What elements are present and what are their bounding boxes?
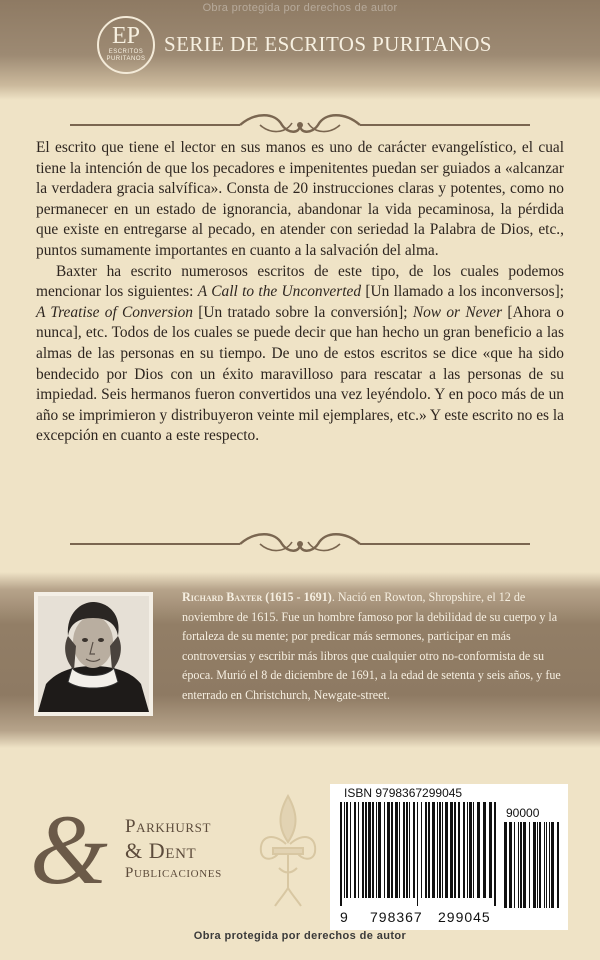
fleur-de-lis-icon	[255, 792, 321, 910]
barcode-addon-bars	[504, 822, 560, 916]
copyright-watermark: Obra protegida por derechos de autor	[193, 930, 407, 942]
isbn-label: ISBN 9798367299045	[344, 786, 463, 800]
ep-seal-logo	[97, 16, 155, 74]
publisher-line-1: Parkhurst	[125, 816, 212, 837]
work-title-treatise: A Treatise of Conversion	[36, 303, 193, 321]
barcode-main-bars	[340, 802, 496, 906]
work-title-now-or-never: Now or Never	[412, 303, 503, 321]
author-portrait	[34, 592, 153, 716]
price-code: 90000	[506, 806, 540, 820]
works-paragraph	[36, 262, 564, 447]
barcode-lead-digit: 9	[340, 909, 348, 925]
bio-text: . Nació en Rowton, Shropshire, el 12 de noviembre de 1615. Fue un hombre famoso por la debilidad de su cuerpo y la fortaleza de su mente; por predicar más sermones, participar en más controversias y escribir más libros que cualquier otro no-conformista de su época. Murió el 8 de diciembre de 1691, a la edad de setenta y seis años, y fue enterrado en Christchurch, Newgate-street.	[182, 590, 561, 702]
works-part2: [Un llamado a los inconversos];	[361, 283, 564, 301]
publisher-ampersand-logo: &	[30, 794, 108, 905]
publisher-line-3: Publicaciones	[125, 865, 222, 881]
author-name: Richard Baxter (1615 - 1691)	[182, 590, 332, 604]
barcode-digits-group-2: 299045	[438, 909, 491, 925]
isbn-barcode	[330, 784, 568, 930]
intro-paragraph: El escrito que tiene el lector en sus manos es uno de carácter evangelístico, el cual tiene la intención de que los pecadores e impenitentes puedan ser guiados a «alcanzar la verdadera gracia salvífica». Consta de 20 instrucciones claras y potentes, como no permanecer en un estado de ignorancia, abandonar la vida pecaminosa, la pérdida que existe en entregarse al pecado, en atender con seriedad la Palabra de Dios, etc., puntos sumamente importantes en cuanto a la salvación del alma.	[36, 139, 564, 259]
series-title: SERIE DE ESCRITOS PURITANOS	[164, 32, 492, 56]
portrait-engraving-icon	[38, 596, 149, 712]
top-ornament-divider	[70, 114, 530, 136]
works-part4: [Ahora o nunca], etc. Todos de los cuales se puede decir que han hecho un gran beneficio a las almas de las personas en su tiempo. De uno de estos escritos se dice «que ha sido bendecido por Dios con un éxito maravilloso para rescatar a las personas de su impiedad. Seis hermanos fueron convertidos una vez leyéndolo. Y en poco más de un año se imprimieron y distribuyeron veinte mil ejemplares, etc.» Y este escrito no es la excepción en cuanto a este respecto.	[36, 303, 564, 445]
barcode-digits-group-1: 798367	[370, 909, 423, 925]
publisher-line-2: & Dent	[125, 838, 197, 863]
top-watermark: Obra protegida por derechos de autor	[202, 2, 398, 14]
seal-bottom-text: PURITANOS	[106, 56, 146, 62]
seal-letters: EP	[111, 23, 140, 49]
author-bio	[182, 588, 564, 706]
body-text	[36, 138, 564, 447]
bottom-ornament-divider	[70, 533, 530, 555]
works-part1: Baxter ha escrito numerosos escritos de este tipo, de los cuales podemos mencionar los siguientes:	[36, 262, 564, 301]
seal-top-text: ESCRITOS	[108, 49, 144, 55]
works-part3: [Un tratado sobre la conversión];	[192, 303, 413, 321]
publisher-name	[125, 816, 222, 882]
work-title-call: A Call to the Unconverted	[197, 283, 362, 301]
